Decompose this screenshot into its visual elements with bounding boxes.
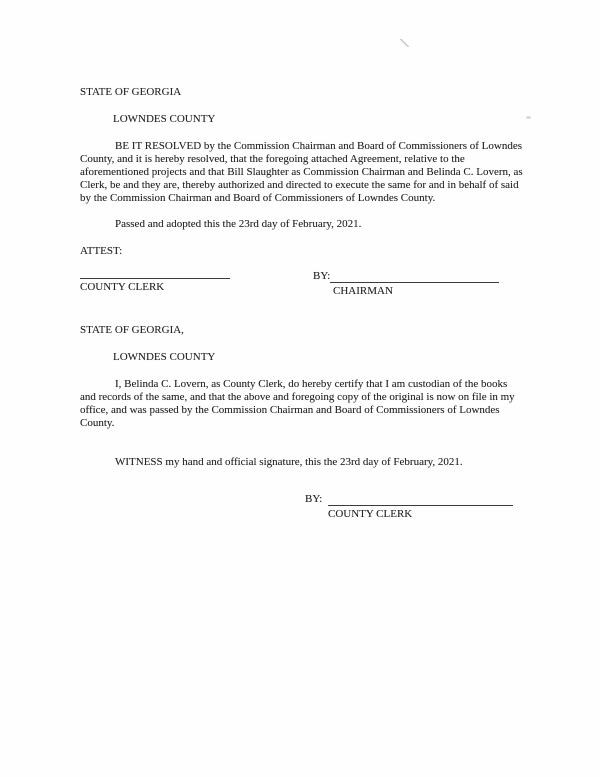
resolution-body-paragraph: BE IT RESOLVED by the Commission Chairman and Board of Commissioners of Lowndes County, and it is hereby resolved, that the foregoing attached Agreement, relative to the aforementioned projects and that Bill Slaughter as Commission Chairman and Belinda C. Lovern, as Clerk, be and they are, thereby authorized and directed to execute the same for and in behalf of said by the Commission Chairman and Board of Commissioners of Lowndes County. [80, 140, 523, 204]
certification-county-heading: LOWNDES COUNTY [113, 351, 216, 363]
chairman-signature-label: CHAIRMAN [333, 285, 393, 297]
resolution-county-heading: LOWNDES COUNTY [113, 113, 216, 125]
witness-line: WITNESS my hand and official signature, this the 23rd day of February, 2021. [115, 456, 463, 468]
clerk-by-row [305, 493, 513, 506]
clerk-by-label: BY: [305, 493, 323, 505]
chairman-by-label: BY: [313, 270, 331, 282]
clerk-signature-block [80, 270, 230, 294]
resolution-state-heading: STATE OF GEORGIA [80, 86, 182, 98]
clerk-certification-signature-label: COUNTY CLERK [328, 508, 413, 520]
certification-state-heading: STATE OF GEORGIA, [80, 324, 184, 336]
clerk-signature-line [80, 270, 230, 279]
attest-label: ATTEST: [80, 245, 123, 257]
signature-row [80, 270, 524, 298]
certification-body-paragraph: I, Belinda C. Lovern, as County Clerk, do hereby certify that I am custodian of the books and records of the same, and that the above and foregoing copy of the original is now on file in my office, and was passed by the Commission Chairman and Board of Commissioners of Lowndes County. [80, 378, 515, 429]
clerk-certification-signature-block [305, 493, 513, 521]
chairman-signature-block [313, 270, 499, 298]
clerk-certification-signature-line [328, 494, 513, 506]
passed-adopted-line: Passed and adopted this the 23rd day of February, 2021. [115, 218, 362, 230]
scan-artifact-mark [400, 39, 409, 47]
chairman-by-row [313, 270, 499, 283]
chairman-signature-line [330, 271, 499, 283]
clerk-signature-label: COUNTY CLERK [80, 281, 165, 293]
scan-artifact-dot [526, 116, 531, 119]
